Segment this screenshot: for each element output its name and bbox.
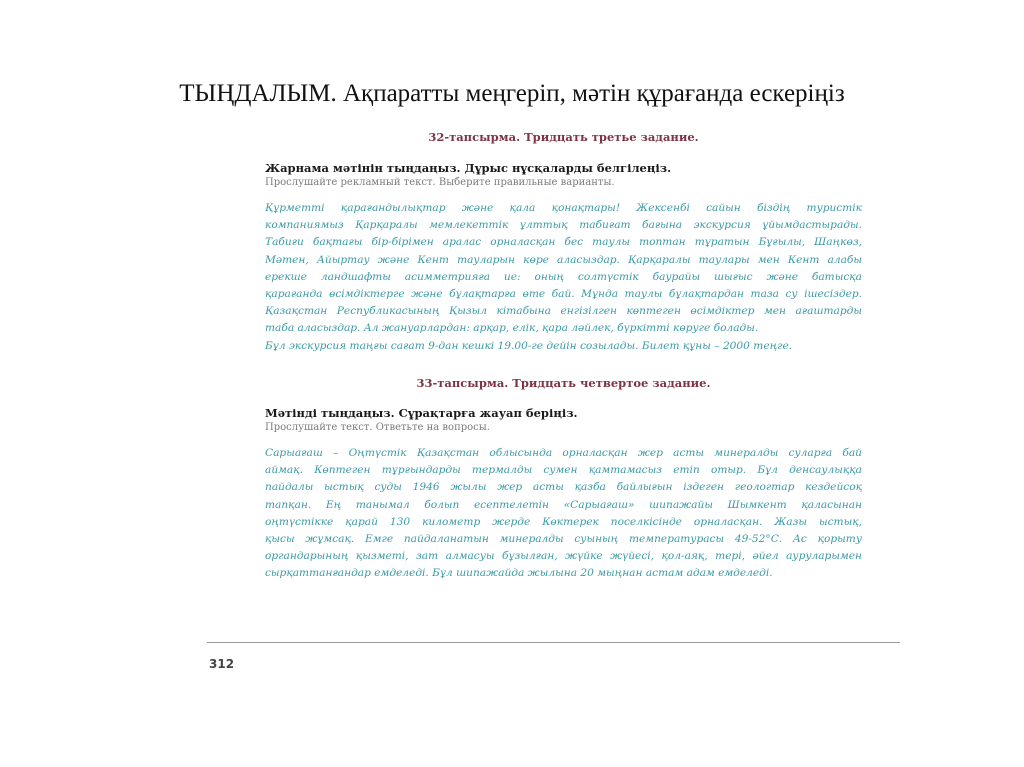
text-line: Бұл экскурсия таңғы сағат 9-дан кешкі 19.00-ге дейін созылады. Билет құны – 2000 теңге. [265, 339, 793, 352]
text-line: қарағанда өсімдіктерге және бұлақтарға өте бай. Мұнда таулы бұлақтардан таза су ішесіздер. [265, 287, 862, 300]
task-33-instruction: Мәтінді тыңдаңыз. Сұрақтарға жауап беріңіз. [265, 406, 578, 420]
task-33-heading: 33-тапсырма. Тридцать четвертое задание. [416, 376, 711, 390]
text-line: қысы жұмсақ. Емге пайдаланатын минералды суының температурасы 49-52°С. Ас қорыту [265, 532, 862, 545]
text-line: ерекше ландшафты асимметрияға ие: оның солтүстік баурайы шығыс және батысқа [265, 270, 862, 283]
text-line: сырқаттанғандар емделеді. Бұл шипажайда жылына 20 мыңнан астам адам емделеді. [265, 567, 773, 580]
text-line: Қазақстан Республикасының Қызыл кітабына енгізілген көптеген өсімдіктер мен ағаштарды [265, 305, 862, 318]
task-32-instruction-ru: Прослушайте рекламный текст. Выберите правильные варианты. [265, 177, 615, 188]
text-line: аймақ. Көптеген тұрғындарды термалды сумен қамтамасыз етіп отыр. Бұл денсаулыққа [265, 464, 862, 477]
text-line: тапқан. Ең танымал болып есептелетін «Сарыағаш» шипажайы Шымкент қаласынан [265, 498, 862, 511]
task-32-text [265, 200, 862, 355]
text-line: Сарыағаш – Оңтүстік Қазақстан облысында орналасқан жер асты минералды суларға бай [265, 447, 862, 459]
page-number: 312 [209, 657, 235, 671]
text-line: таба аласыздар. Ал жануарлардан: арқар, елік, қара лəйлек, бүркітті көруге болады. [265, 322, 759, 335]
text-line: органдарының қызметі, зат алмасуы бұзылған, жүйке жүйесі, қол-аяқ, тері, әйел ауруларымен [265, 550, 862, 563]
task-32-instruction: Жарнама мәтінін тыңдаңыз. Дұрыс нұсқаларды белгілеңіз. [265, 161, 672, 175]
footer-divider [207, 642, 900, 643]
text-line: компаниямыз Қарқаралы мемлекеттік ұлттық табиғат бағына экскурсия ұйымдастырады. [265, 219, 862, 232]
text-line: Құрметті қарағандылықтар және қала қонақтары! Жексенбі сайын біздің туристік [265, 202, 862, 214]
task-33-instruction-ru: Прослушайте текст. Ответьте на вопросы. [265, 422, 490, 433]
task-33-text [265, 445, 862, 583]
text-line: Мәтен, Айыртау және Кент тауларын көре аласыздар. Қарқаралы таулары мен Кент алабы [265, 253, 862, 266]
text-line: пайдалы ыстық суды 1946 жылы жер асты қазба байлығын іздеген геологтар кездейсоқ [265, 481, 862, 494]
task-32-heading: 32-тапсырма. Тридцать третье задание. [428, 130, 699, 144]
text-line: оңтүстікке қарай 130 километр жерде Көктерек поселкісінде орналасқан. Жазы ыстық, [265, 515, 862, 528]
slide-title: ТЫҢДАЛЫМ. Ақпаратты меңгеріп, мәтін құрағанда ескеріңіз [179, 80, 845, 107]
text-line: Табиғи бақтағы бір-бірімен аралас орналасқан бес таулы топтан тұратын Бұғылы, Шаңкөз, [265, 236, 862, 249]
